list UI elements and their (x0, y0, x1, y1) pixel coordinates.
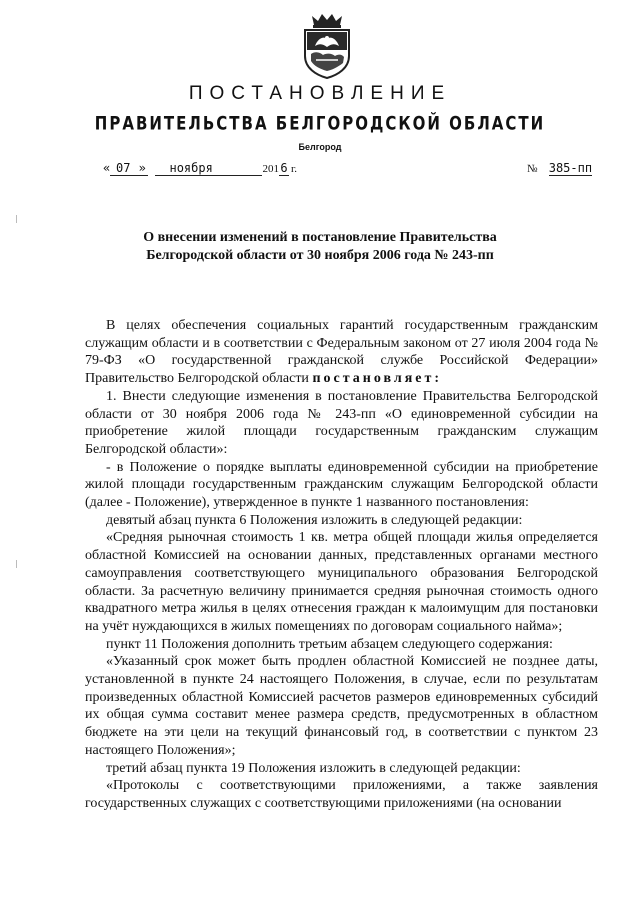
paragraph: - в Положение о порядке выплаты единовременной субсидии на приобретение жилой площади государственным гражданским служащим Белгородской области (далее - Положение), утвержденное в пункте 1 названного постановления: (85, 459, 598, 511)
paragraph: «Протоколы с соответствующими приложениями, а также заявления государственных служащих с соответствующими приложениями (на основании (85, 778, 598, 811)
date-close-quote: » (136, 161, 148, 176)
city-label: Белгород (298, 142, 342, 152)
title-line: О внесении изменений в постановление Правительства (143, 230, 497, 245)
document-title (0, 229, 640, 265)
resolution-verb: постановляет: (312, 371, 443, 387)
paragraph (85, 317, 598, 388)
date-month: ноября (155, 161, 262, 176)
scan-mark (16, 560, 17, 568)
paragraph-text: В целях обеспечения социальных гарантий государственным гражданским служащим области и в соответствии с Федеральным законом от 27 июля 2004 года № 79-ФЗ «О государственной гражданской службе Российской Федерации» Правительство Белгородской области (85, 318, 598, 387)
paragraph: 1. Внести следующие изменения в постановление Правительства Белгородской области от 30 ноября 2006 года № 243-пп «О единовременной субсидии на приобретение жилой площади государственным гражданским служащим Белгородской области»: (85, 388, 598, 457)
coat-of-arms-icon (298, 12, 356, 80)
date-open-quote: « (103, 161, 111, 175)
document-number (527, 161, 592, 175)
paragraph: пункт 11 Положения дополнить третьим абзацем следующего содержания: (106, 636, 553, 652)
scan-mark (16, 215, 17, 223)
number-label: № (527, 163, 538, 175)
issuer-heading: ПРАВИТЕЛЬСТВА БЕЛГОРОДСКОЙ ОБЛАСТИ (94, 112, 546, 135)
paragraph: девятый абзац пункта 6 Положения изложить в следующей редакции: (106, 512, 523, 528)
number-value: 385-пп (548, 161, 593, 175)
date-year-digit: 6 (280, 161, 288, 175)
paragraph: третий абзац пункта 19 Положения изложить в следующей редакции: (106, 760, 521, 776)
document-type-heading: ПОСТАНОВЛЕНИЕ (188, 83, 452, 104)
date-day: 07 (110, 161, 136, 176)
paragraph: «Указанный срок может быть продлен областной Комиссией не позднее даты, установленной в пункте 24 настоящего Положения, в случае, если по результатам произведенных областной Комиссией расчетов размеров единовременных субсидий их общая сумма составит менее размера средств, предусмотренных в областном бюджете на эти цели на текущий финансовый год, в соответствии с пунктом 23 настоящего Положения»; (85, 654, 598, 758)
date-year-prefix: 201 (262, 163, 279, 175)
paragraph: «Средняя рыночная стоимость 1 кв. метра общей площади жилья определяется областной Комиссией на основании данных, представленных органами местного самоуправления соответствующего муниципального образования Белгородской области. За расчетную величину принимается средняя рыночная стоимость одного квадратного метра жилья в целях отнесения граждан к малоимущим для постановки на учёт нуждающихся в жилых помещениях по договорам социального найма»; (85, 530, 598, 634)
document-date (103, 161, 297, 176)
title-line: Белгородской области от 30 ноября 2006 года № 243-пп (146, 248, 494, 263)
date-year-suffix: г. (290, 163, 297, 175)
document-body (85, 317, 598, 813)
